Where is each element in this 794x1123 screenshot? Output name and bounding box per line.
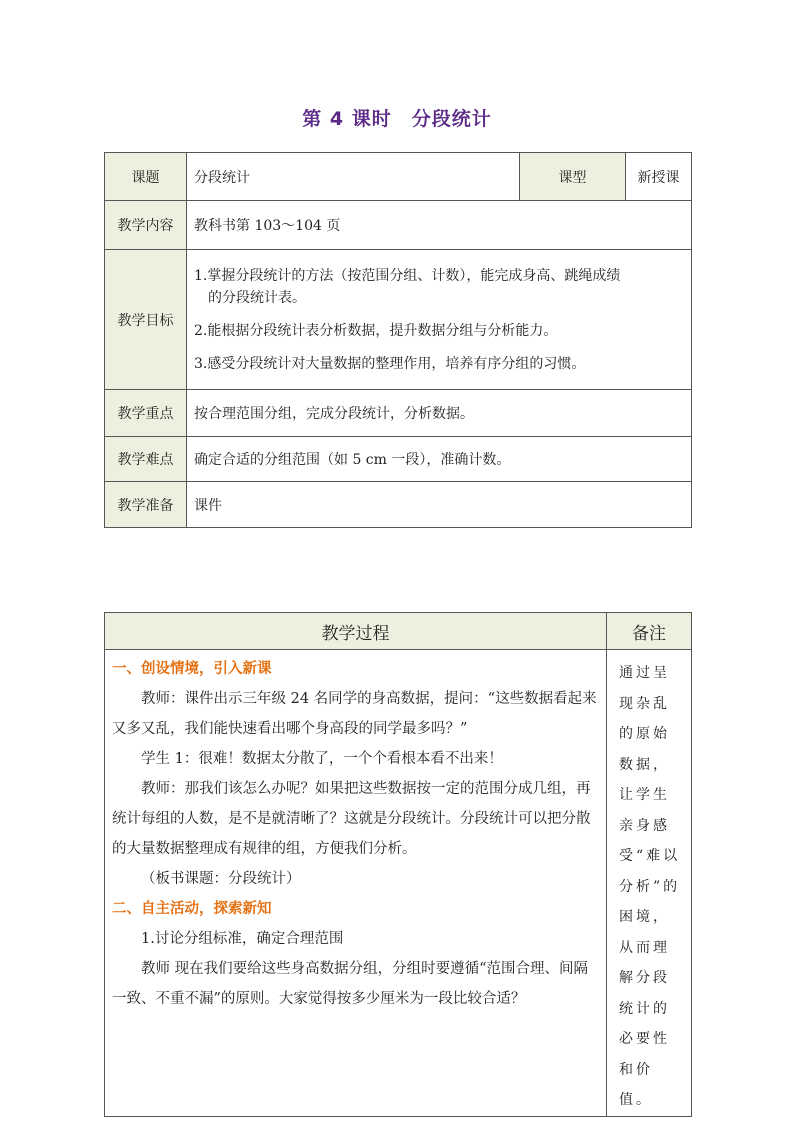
process-content bbox=[105, 650, 607, 1117]
goal-3: 3.感受分段统计对大量数据的整理作用，培养有序分组的习惯。 bbox=[194, 355, 586, 372]
row-difficulty bbox=[105, 437, 692, 482]
content-label: 教学内容 bbox=[105, 201, 187, 250]
section-heading-1: 一、创设情境，引入新课 bbox=[112, 661, 272, 677]
paragraph-2: 学生 1：很难！数据太分散了，一个个看根本看不出来！ bbox=[141, 751, 503, 767]
type-label: 课型 bbox=[520, 153, 626, 201]
page-title: 第 4 课时 分段统计 bbox=[302, 108, 492, 130]
row-content bbox=[105, 201, 692, 250]
goals-label: 教学目标 bbox=[105, 250, 187, 390]
prep-label: 教学准备 bbox=[105, 482, 187, 528]
goal-1: 1.掌握分段统计的方法（按范围分组、计数），能完成身高、跳绳成绩 的分段统计表。 bbox=[194, 267, 621, 306]
notes-content: 通过呈现杂乱的原始数据，让学生亲身感受“难以分析”的困境，从而理解分段统计的必要性和价值。 bbox=[607, 650, 692, 1117]
topic-label: 课题 bbox=[105, 153, 187, 201]
paragraph-4: （板书课题：分段统计） bbox=[141, 871, 301, 887]
type-value: 新授课 bbox=[626, 153, 692, 201]
content-value: 教科书第 103～104 页 bbox=[187, 201, 692, 250]
row-key bbox=[105, 390, 692, 437]
paragraph-6: 教师 现在我们要给这些身高数据分组，分组时要遵循“范围合理、间隔一致、不重不漏”的原则。大家觉得按多少厘米为一段比较合适？ bbox=[112, 961, 589, 1007]
paragraph-5: 1.讨论分组标准，确定合理范围 bbox=[141, 931, 344, 947]
process-body-row bbox=[105, 650, 692, 1117]
process-header-row bbox=[105, 613, 692, 650]
lesson-info-table bbox=[104, 152, 692, 528]
row-goals bbox=[105, 250, 692, 390]
key-label: 教学重点 bbox=[105, 390, 187, 437]
prep-value: 课件 bbox=[187, 482, 692, 528]
paragraph-1: 教师：课件出示三年级 24 名同学的身高数据，提问：“这些数据看起来又多又乱，我们能快速看出哪个身高段的同学最多吗？” bbox=[112, 691, 597, 737]
paragraph-3: 教师：那我们该怎么办呢？如果把这些数据按一定的范围分成几组，再统计每组的人数，是不是就清晰了？这就是分段统计。分段统计可以把分散的大量数据整理成有规律的组，方便我们分析。 bbox=[112, 781, 591, 857]
difficulty-label: 教学难点 bbox=[105, 437, 187, 482]
key-value: 按合理范围分组，完成分段统计，分析数据。 bbox=[187, 390, 692, 437]
process-header: 教学过程 bbox=[105, 613, 607, 650]
goals-value bbox=[187, 250, 692, 390]
goal-2: 2.能根据分段统计表分析数据，提升数据分组与分析能力。 bbox=[194, 322, 558, 339]
teaching-process-table bbox=[104, 612, 692, 1117]
row-prep bbox=[105, 482, 692, 528]
topic-value: 分段统计 bbox=[187, 153, 520, 201]
difficulty-value: 确定合适的分组范围（如 5 cm 一段），准确计数。 bbox=[187, 437, 692, 482]
notes-header: 备注 bbox=[607, 613, 692, 650]
section-heading-2: 二、自主活动，探索新知 bbox=[112, 901, 272, 917]
row-topic bbox=[105, 153, 692, 201]
